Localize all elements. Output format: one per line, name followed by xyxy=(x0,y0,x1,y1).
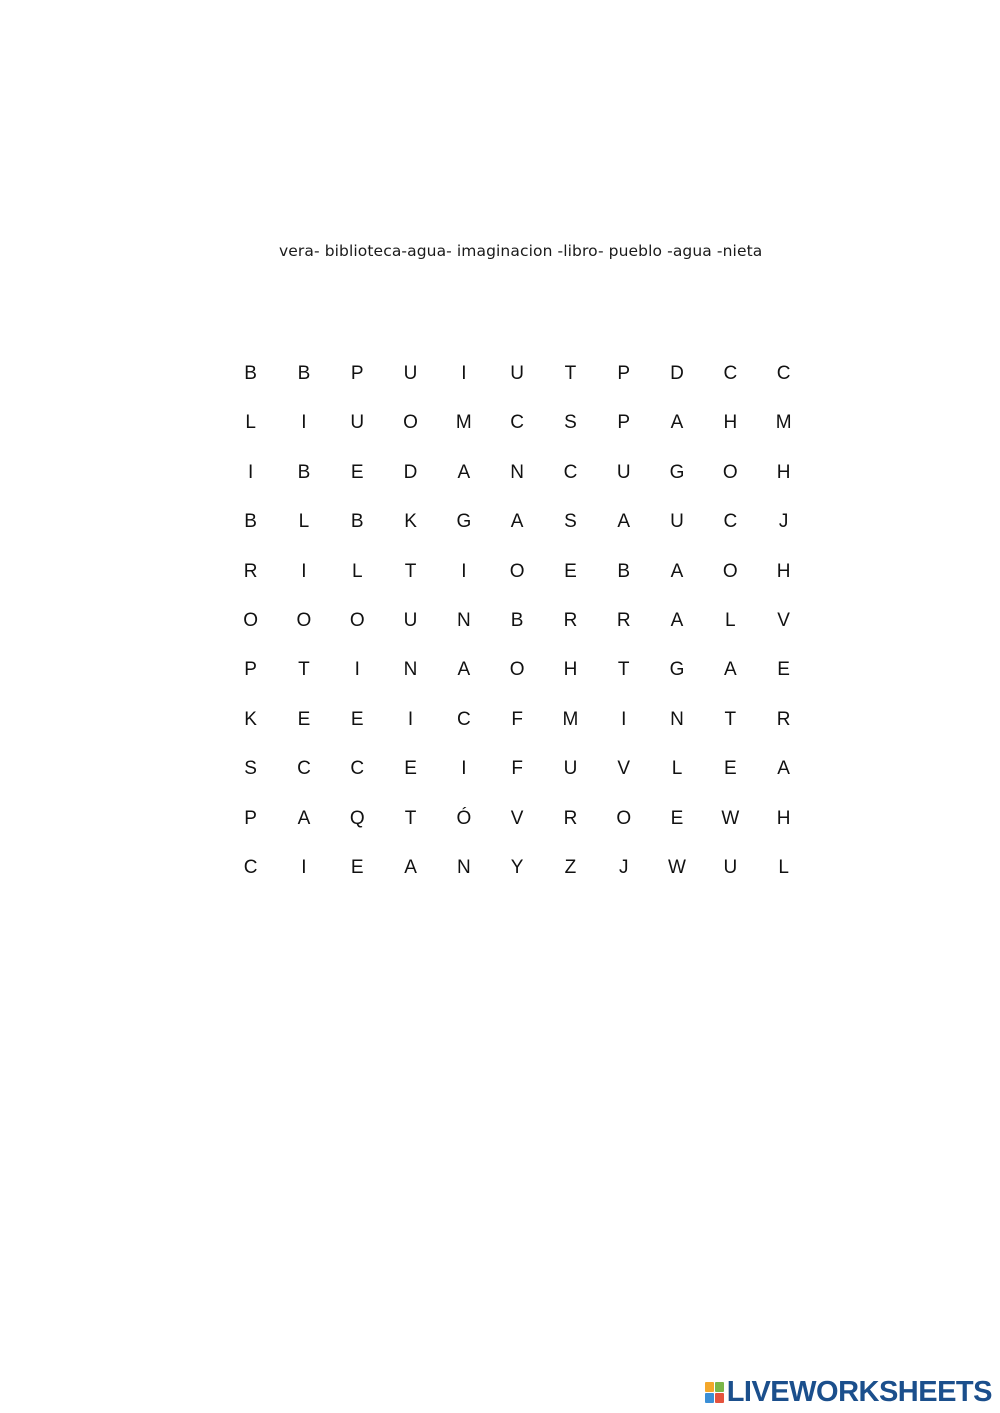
grid-row xyxy=(224,448,810,497)
grid-letter[interactable]: E xyxy=(297,708,311,730)
grid-letter[interactable]: A xyxy=(670,412,684,434)
word-list: vera- biblioteca-agua- imaginacion -libro- pueblo -agua -nieta xyxy=(279,242,763,260)
grid-letter[interactable]: T xyxy=(724,708,737,730)
grid-letter[interactable]: H xyxy=(776,560,791,582)
grid-letter[interactable]: N xyxy=(456,609,471,631)
logo-square xyxy=(715,1393,724,1403)
grid-letter[interactable]: I xyxy=(248,461,254,483)
grid-letter[interactable]: L xyxy=(245,412,256,434)
grid-letter[interactable]: R xyxy=(563,807,578,829)
grid-row xyxy=(224,744,810,793)
grid-letter[interactable]: A xyxy=(457,659,471,681)
grid-row xyxy=(224,794,810,843)
grid-letter[interactable]: O xyxy=(616,807,632,829)
grid-letter[interactable]: T xyxy=(617,659,630,681)
grid-letter[interactable]: W xyxy=(668,856,686,878)
grid-letter[interactable]: I xyxy=(354,659,360,681)
grid-letter[interactable]: U xyxy=(563,758,578,780)
liveworksheets-brand-text: LIVEWORKSHEETS xyxy=(726,1375,992,1408)
grid-letter[interactable]: K xyxy=(404,511,417,533)
grid-letter[interactable]: P xyxy=(617,363,631,384)
grid-letter[interactable]: O xyxy=(403,412,418,434)
grid-letter[interactable]: J xyxy=(618,856,629,878)
grid-letter[interactable]: M xyxy=(775,412,792,434)
grid-row xyxy=(224,596,810,645)
grid-letter[interactable]: P xyxy=(350,363,364,384)
grid-letter[interactable]: D xyxy=(670,363,684,384)
grid-letter[interactable]: E xyxy=(723,758,737,780)
grid-letter[interactable]: I xyxy=(461,758,467,780)
grid-letter[interactable]: I xyxy=(407,708,414,730)
grid-letter[interactable]: U xyxy=(670,511,684,533)
grid-letter[interactable]: P xyxy=(244,807,257,829)
grid-letter[interactable]: E xyxy=(350,461,364,483)
grid-letter[interactable]: L xyxy=(351,560,363,582)
grid-letter[interactable]: H xyxy=(563,659,578,681)
grid-letter[interactable]: E xyxy=(564,560,577,582)
grid-letter[interactable]: I xyxy=(621,708,627,730)
grid-letter[interactable]: C xyxy=(243,856,258,878)
grid-row xyxy=(224,695,810,744)
grid-letter[interactable]: U xyxy=(350,412,365,434)
grid-letter[interactable]: D xyxy=(403,461,418,483)
grid-letter[interactable]: G xyxy=(669,461,685,483)
logo-square xyxy=(705,1382,714,1392)
grid-letter[interactable]: O xyxy=(349,609,365,631)
grid-letter[interactable]: E xyxy=(404,758,417,780)
grid-letter[interactable]: B xyxy=(244,511,257,533)
grid-letter[interactable]: P xyxy=(244,659,257,681)
grid-letter[interactable]: B xyxy=(297,363,311,384)
grid-letter[interactable]: O xyxy=(509,659,525,681)
grid-letter[interactable]: I xyxy=(301,412,307,434)
grid-letter[interactable]: N xyxy=(670,708,684,730)
grid-letter[interactable]: O xyxy=(722,560,738,582)
grid-letter[interactable]: N xyxy=(456,856,471,878)
grid-letter[interactable]: C xyxy=(297,758,311,780)
grid-letter[interactable]: B xyxy=(510,609,524,631)
grid-letter[interactable]: O xyxy=(243,609,259,631)
grid-letter[interactable]: V xyxy=(617,758,631,780)
grid-letter[interactable]: V xyxy=(777,609,790,631)
grid-letter[interactable]: Q xyxy=(349,807,365,829)
grid-letter[interactable]: A xyxy=(723,659,737,681)
grid-letter[interactable]: S xyxy=(244,758,257,780)
grid-letter[interactable]: U xyxy=(403,363,418,384)
grid-letter[interactable]: A xyxy=(457,461,471,483)
grid-letter[interactable]: W xyxy=(721,807,740,829)
grid-letter[interactable]: M xyxy=(562,708,579,730)
grid-letter[interactable]: A xyxy=(617,511,631,533)
grid-letter[interactable]: I xyxy=(461,363,467,384)
grid-letter[interactable]: O xyxy=(509,560,525,582)
grid-letter[interactable]: T xyxy=(404,560,417,582)
grid-letter[interactable]: C xyxy=(723,363,738,384)
word-search-grid xyxy=(224,349,810,892)
grid-letter[interactable]: T xyxy=(564,363,577,384)
grid-letter[interactable]: S xyxy=(564,412,577,434)
grid-letter[interactable]: L xyxy=(778,856,789,878)
logo-square xyxy=(715,1382,724,1392)
grid-letter[interactable]: J xyxy=(778,511,789,533)
grid-letter[interactable]: K xyxy=(244,708,257,730)
grid-letter[interactable]: H xyxy=(776,461,791,483)
liveworksheets-logo xyxy=(705,1375,992,1409)
grid-letter[interactable]: E xyxy=(777,659,790,681)
grid-letter[interactable]: R xyxy=(243,560,258,582)
grid-letter[interactable]: H xyxy=(723,412,738,434)
grid-letter[interactable]: A xyxy=(777,758,790,780)
grid-row xyxy=(224,497,810,546)
grid-letter[interactable]: I xyxy=(301,560,307,582)
grid-letter[interactable]: A xyxy=(404,856,417,878)
grid-letter[interactable]: L xyxy=(725,609,736,631)
grid-letter[interactable]: L xyxy=(671,758,683,780)
grid-letter[interactable]: N xyxy=(510,461,524,483)
grid-letter[interactable]: H xyxy=(776,807,791,829)
grid-letter[interactable]: E xyxy=(670,807,684,829)
grid-letter[interactable]: A xyxy=(670,560,684,582)
grid-letter[interactable]: L xyxy=(298,511,310,533)
grid-letter[interactable]: B xyxy=(617,560,631,582)
grid-letter[interactable]: Z xyxy=(564,856,577,878)
grid-letter[interactable]: U xyxy=(616,461,631,483)
grid-letter[interactable]: R xyxy=(563,609,578,631)
grid-letter[interactable]: T xyxy=(404,807,417,829)
grid-letter[interactable]: O xyxy=(722,461,738,483)
grid-letter[interactable]: E xyxy=(350,856,364,878)
grid-letter[interactable]: E xyxy=(350,708,364,730)
grid-letter[interactable]: B xyxy=(244,363,257,384)
grid-letter[interactable]: G xyxy=(669,659,685,681)
grid-letter[interactable]: Ó xyxy=(456,807,472,829)
grid-row xyxy=(224,398,810,447)
grid-letter[interactable]: M xyxy=(455,412,472,434)
grid-letter[interactable]: C xyxy=(723,511,738,533)
grid-letter[interactable]: R xyxy=(776,708,791,730)
grid-letter[interactable]: N xyxy=(403,659,418,681)
grid-row xyxy=(224,843,810,892)
grid-letter[interactable]: T xyxy=(298,659,310,681)
grid-letter[interactable]: I xyxy=(461,560,467,582)
grid-letter[interactable]: C xyxy=(456,708,471,730)
grid-letter[interactable]: I xyxy=(301,856,307,878)
grid-letter[interactable]: F xyxy=(511,708,523,730)
grid-letter[interactable]: P xyxy=(617,412,631,434)
logo-square xyxy=(705,1393,714,1403)
liveworksheets-logo-icon xyxy=(705,1382,724,1403)
grid-letter[interactable]: C xyxy=(563,461,578,483)
grid-letter[interactable]: A xyxy=(510,511,524,533)
grid-letter[interactable]: C xyxy=(776,363,791,384)
grid-letter[interactable]: Y xyxy=(510,856,524,878)
grid-letter[interactable]: S xyxy=(564,511,577,533)
grid-letter[interactable]: R xyxy=(616,609,631,631)
grid-letter[interactable]: B xyxy=(350,511,364,533)
grid-letter[interactable]: A xyxy=(670,609,684,631)
grid-letter[interactable]: F xyxy=(511,758,523,780)
grid-row xyxy=(224,645,810,694)
grid-letter[interactable]: U xyxy=(723,856,738,878)
grid-row xyxy=(224,349,810,398)
grid-letter[interactable]: C xyxy=(510,412,524,434)
grid-letter[interactable]: A xyxy=(297,807,311,829)
grid-letter[interactable]: C xyxy=(350,758,365,780)
grid-letter[interactable]: U xyxy=(403,609,418,631)
grid-letter[interactable]: V xyxy=(510,807,524,829)
grid-letter[interactable]: G xyxy=(456,511,472,533)
grid-letter[interactable]: B xyxy=(297,461,311,483)
grid-letter[interactable]: O xyxy=(296,609,312,631)
grid-row xyxy=(224,547,810,596)
grid-letter[interactable]: U xyxy=(510,363,524,384)
